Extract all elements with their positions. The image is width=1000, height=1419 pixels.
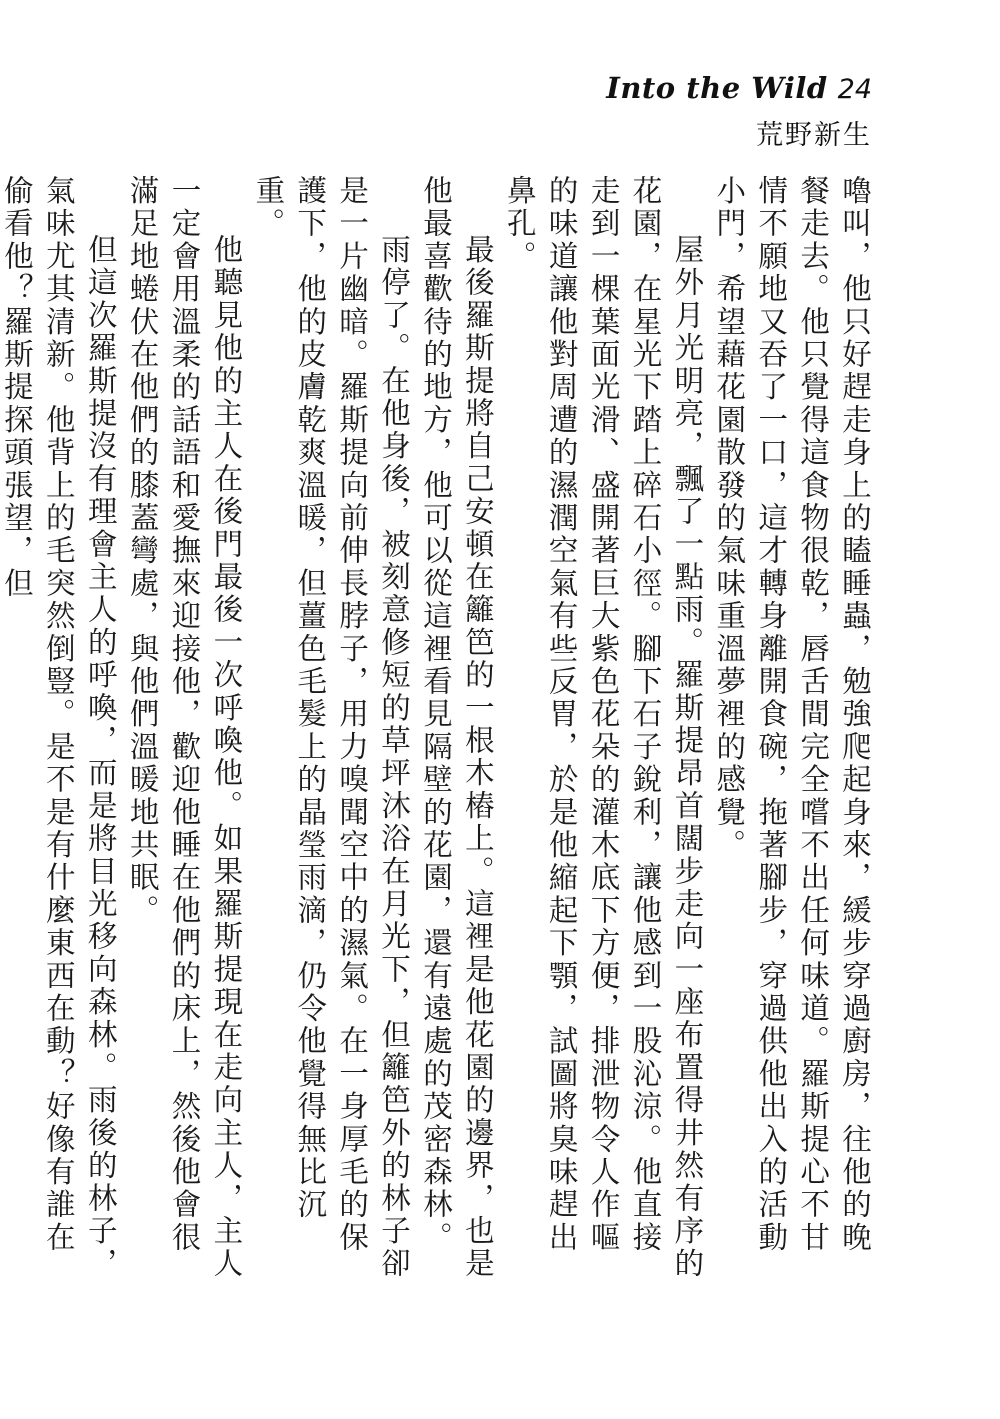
book-title: Into the Wild [606, 71, 828, 105]
title-line [606, 71, 872, 105]
paragraph: 但這次羅斯提沒有理會主人的呼喚，而是將目光移向森林。雨後的林子，氣味尤其清新。他背上的毛突然倒豎。是不是有什麼東西在動？好像有誰在偷看他？羅斯提探頭張望，但 [0, 175, 118, 1281]
paragraph: 屋外月光明亮，飄了一點雨。羅斯提昂首闊步走向一座布置得井然有序的花園，在星光下踏上碎石小徑。腳下石子銳利，讓他感到一股沁涼。他直接走到一棵葉面光滑、盛開著巨大紫色花朵的灌木底下方便，排泄物令人作嘔的味道讓他對周遭的濕潤空氣有些反胃，於是他縮起下顎，試圖將臭味趕出鼻孔。 [502, 175, 705, 1281]
chinese-title: 荒野新生 [756, 120, 872, 151]
paragraph: 嚕叫，他只好趕走身上的瞌睡蟲，勉強爬起身來，緩步穿過廚房，往他的晚餐走去。他只覺得這食物很乾，唇舌間完全嚐不出任何味道。羅斯提心不甘情不願地又吞了一口，這才轉身離開食碗，拖著腳步，穿過供他出入的活動小門，希望藉花園散發的氣味重溫夢裡的感覺。 [712, 175, 872, 1255]
page-number: 24 [837, 74, 872, 105]
running-header [606, 71, 872, 152]
body-text [0, 175, 875, 1285]
paragraph: 雨停了。在他身後，被刻意修短的草坪沐浴在月光下，但籬笆外的林子卻是一片幽暗。羅斯提向前伸長脖子，用力嗅聞空中的濕氣。在一身厚毛的保護下，他的皮膚乾爽溫暖，但薑色毛髮上的晶瑩雨滴，仍令他覺得無比沉重。 [251, 175, 412, 1281]
paragraph: 最後羅斯提將自己安頓在籬笆的一根木樁上。這裡是他花園的邊界，也是他最喜歡待的地方，他可以從這裡看見隔壁的花園，還有遠處的茂密森林。 [418, 175, 495, 1281]
paragraph: 他聽見他的主人在後門最後一次呼喚他。如果羅斯提現在走向主人，主人一定會用溫柔的話語和愛撫來迎接他，歡迎他睡在他們的床上，然後他會很滿足地蜷伏在他們的膝蓋彎處，與他們溫暖地共眠。 [125, 175, 244, 1281]
